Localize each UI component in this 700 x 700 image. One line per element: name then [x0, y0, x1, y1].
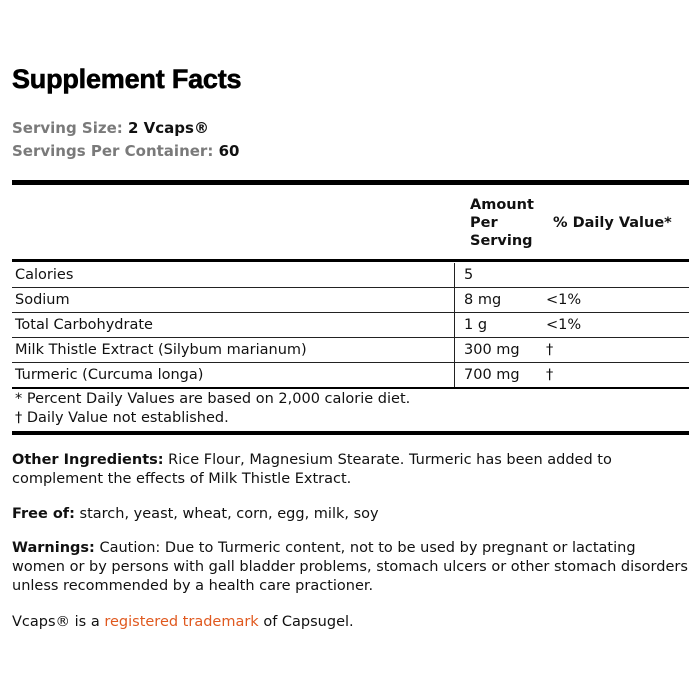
nutrient-amount: 1 g — [464, 317, 488, 333]
top-thick-rule — [12, 180, 689, 185]
free-of-text: starch, yeast, wheat, corn, egg, milk, soy — [74, 506, 379, 522]
nutrient-name: Sodium — [15, 292, 70, 308]
nutrient-daily-value: <1% — [546, 292, 582, 308]
rows-bottom-rule — [12, 387, 689, 389]
servings-per-container-label: Servings Per Container: — [12, 142, 214, 160]
servings-per-container — [12, 141, 239, 161]
footnote-daily-values: * Percent Daily Values are based on 2,000 calorie diet. — [15, 391, 411, 407]
nutrient-daily-value: † — [546, 342, 554, 358]
column-divider — [454, 338, 455, 362]
serving-size — [12, 118, 209, 138]
nutrient-amount: 300 mg — [464, 342, 520, 358]
other-ingredients-label: Other Ingredients: — [12, 452, 164, 468]
serving-size-value: 2 Vcaps® — [128, 119, 209, 137]
serving-size-label: Serving Size: — [12, 119, 123, 137]
table-row — [12, 363, 689, 388]
nutrient-daily-value: <1% — [546, 317, 582, 333]
nutrient-amount: 8 mg — [464, 292, 502, 308]
nutrient-amount: 700 mg — [464, 367, 520, 383]
header-serving-line: Serving — [470, 233, 533, 249]
column-divider — [454, 263, 455, 287]
table-row — [12, 313, 689, 338]
free-of — [12, 505, 692, 524]
daily-value-header: % Daily Value* — [553, 215, 672, 231]
footnote-not-established: † Daily Value not established. — [15, 410, 229, 426]
table-row — [12, 338, 689, 363]
amount-per-serving-header — [470, 196, 534, 250]
nutrient-name: Milk Thistle Extract (Silybum marianum) — [15, 342, 307, 358]
warnings — [12, 539, 692, 596]
free-of-label: Free of: — [12, 506, 75, 522]
servings-per-container-value: 60 — [218, 142, 240, 160]
nutrient-daily-value: † — [546, 367, 554, 383]
nutrient-amount: 5 — [464, 267, 474, 283]
header-rule — [12, 259, 689, 262]
nutrient-name: Total Carbohydrate — [15, 317, 153, 333]
other-ingredients — [12, 451, 692, 489]
header-per-line: Per — [470, 215, 498, 231]
table-row — [12, 288, 689, 313]
trademark-note — [12, 613, 692, 632]
other-ingredients-text: Rice Flour, Magnesium Stearate. Turmeric has been added to complement the effects of Milk Thistle Extract. — [12, 452, 612, 487]
nutrient-name: Calories — [15, 267, 74, 283]
warnings-label: Warnings: — [12, 540, 95, 556]
bottom-thick-rule — [12, 431, 689, 435]
warnings-text: Caution: Due to Turmeric content, not to be used by pregnant or lactating women or by persons with gall bladder problems, stomach ulcers or other stomach disorders unless recommended by a health care practioner. — [12, 540, 688, 594]
table-row — [12, 263, 689, 288]
header-amount-line: Amount — [470, 197, 534, 213]
column-divider — [454, 288, 455, 312]
column-divider — [454, 313, 455, 337]
column-divider — [454, 363, 455, 387]
trademark-suffix: of Capsugel. — [258, 614, 354, 630]
nutrient-name: Turmeric (Curcuma longa) — [15, 367, 204, 383]
registered-trademark-link[interactable]: registered trademark — [104, 614, 259, 630]
trademark-prefix: Vcaps® is a — [12, 614, 105, 630]
page-title: Supplement Facts — [12, 64, 242, 94]
